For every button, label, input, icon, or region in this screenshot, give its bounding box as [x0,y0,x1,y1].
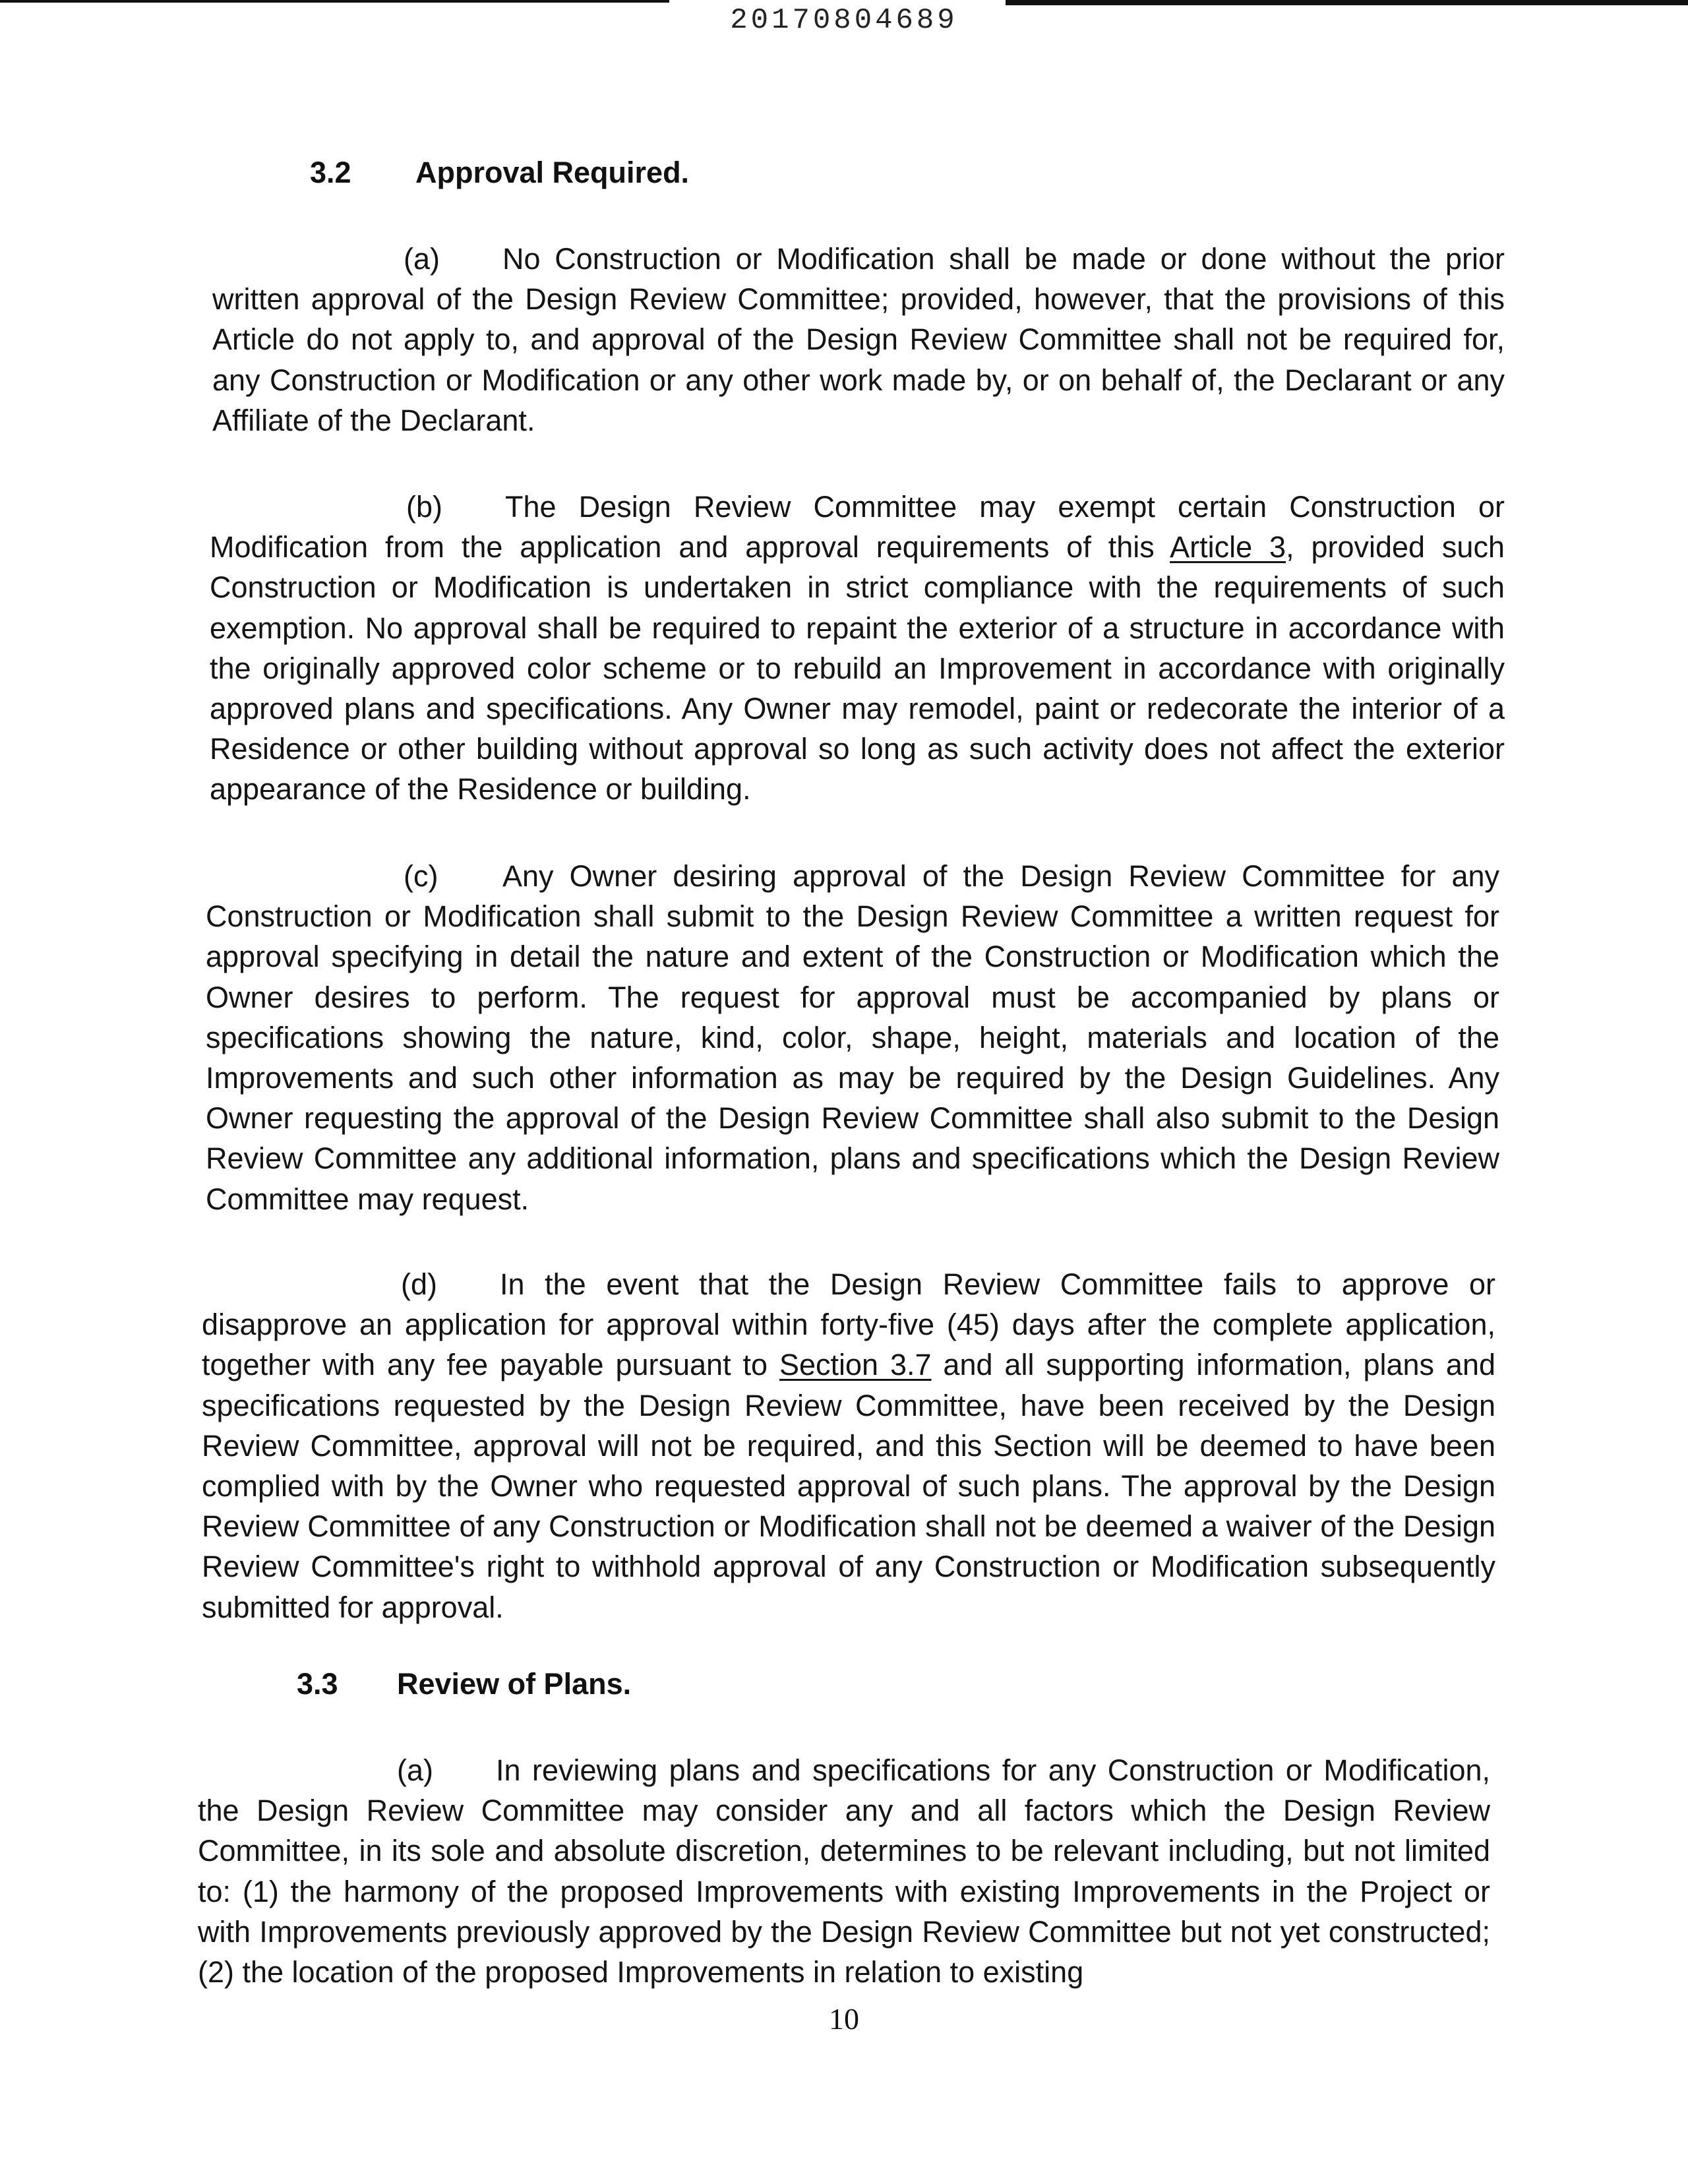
paragraph-3-2-b [210,487,1505,810]
paragraph-label: (a) [397,1753,433,1787]
section-title: Approval Required. [415,156,690,189]
paragraph-text: In the event that the Design Review Committee fails to approve or disapprove an application for approval within forty-five (45) days after the complete application, together with any fee payable pursuant to [202,1267,1495,1382]
section-heading-3-2 [310,156,837,195]
paragraph-3-2-c [206,856,1499,1219]
article-3-reference: Article 3 [1170,530,1286,564]
section-3-7-reference: Section 3.7 [779,1348,932,1382]
document-number: 20170804689 [730,4,958,37]
paragraph-3-2-a [212,239,1505,440]
section-title: Review of Plans. [397,1667,632,1701]
paragraph-text: In reviewing plans and specifications for any Construction or Modification, the Design Review Committee may consider any and all factors which the Design Review Committee, in its sole and absolute discretion, determines to be relevant including, but not limited to: (1) the harmony of the proposed Improvements with existing Improvements in the Project or with Improvements previously approved by the Design Review Committee but not yet constructed; (2) the location of the proposed Improvements in relation to existing [198,1753,1490,1989]
page-number: 10 [829,2002,859,2036]
paragraph-label: (c) [404,859,438,893]
paragraph-text: No Construction or Modification shall be made or done without the prior written approval of the Design Review Committee; provided, however, that the provisions of this Article do not apply to, and approval of the Design Review Committee shall not be required for, any Construction or Modification or any other work made by, or on behalf of, the Declarant or any Affiliate of the Declarant. [212,242,1505,437]
paragraph-text-continued: , provided such Construction or Modification is undertaken in strict compliance with the requirements of such exemption. No approval shall be required to repaint the exterior of a structure in accordance with the originally approved color scheme or to rebuild an Improvement in accordance with originally approved plans and specifications. Any Owner may remodel, paint or redecorate the interior of a Residence or other building without approval so long as such activity does not affect the exterior appearance of the Residence or building. [210,530,1505,806]
top-rule-left [0,0,669,3]
paragraph-text-continued: and all supporting information, plans and specifications requested by the Design Review Committee, have been received by the Design Review Committee, approval will not be required, and this Section will be deemed to have been complied with by the Owner who requested approval of such plans. The approval by the Design Review Committee of any Construction or Modification shall not be deemed a waiver of the Design Review Committee's right to withhold approval of any Construction or Modification subsequently submitted for approval. [202,1348,1496,1624]
paragraph-label: (d) [401,1267,437,1301]
paragraph-3-2-d [202,1264,1495,1627]
section-number: 3.3 [297,1667,338,1701]
paragraph-text: The Design Review Committee may exempt certain Construction or Modification from the application and approval requirements of this [210,490,1505,564]
paragraph-label: (b) [406,490,442,524]
section-heading-3-3 [297,1667,824,1707]
section-number: 3.2 [310,156,351,189]
paragraph-text: Any Owner desiring approval of the Design Review Committee for any Construction or Modification shall submit to the Design Review Committee a written request for approval specifying in detail the nature and extent of the Construction or Modification which the Owner desires to perform. The request for approval must be accompanied by plans or specifications showing the nature, kind, color, shape, height, materials and location of the Improvements and such other information as may be required by the Design Guidelines. Any Owner requesting the approval of the Design Review Committee shall also submit to the Design Review Committee any additional information, plans and specifications which the Design Review Committee may request. [206,859,1499,1216]
paragraph-label: (a) [404,242,440,276]
paragraph-3-3-a [198,1750,1490,1992]
